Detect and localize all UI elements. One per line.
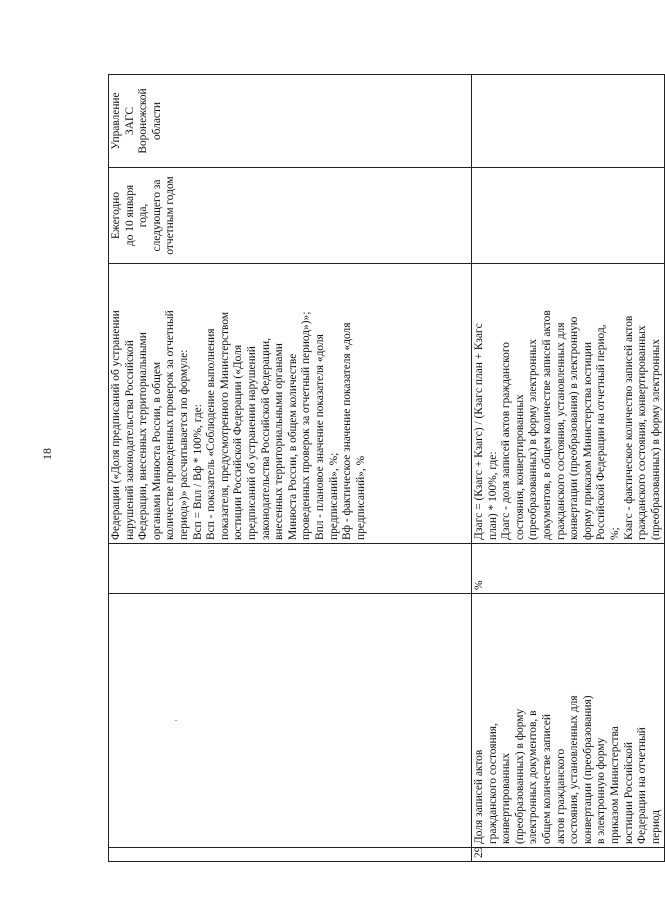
method-line: законодательства Российской Федерации, bbox=[259, 338, 272, 540]
method-line: предписаний», % bbox=[354, 455, 367, 540]
responsible-line: области bbox=[150, 101, 163, 141]
number-cell bbox=[109, 848, 472, 862]
indicator-name-cell: · bbox=[109, 594, 472, 848]
method-line: Вcп - показатель «Соблюдение выполнения bbox=[205, 328, 218, 540]
name-line: общем количестве записей bbox=[540, 714, 553, 844]
method-line: (преобразованных) в форму электронных bbox=[527, 339, 540, 540]
method-line: Федерации, внесенных территориальными bbox=[137, 332, 150, 540]
unit-cell bbox=[109, 544, 472, 594]
unit-cell: % bbox=[472, 544, 665, 594]
name-line: (преобразованных) в форму bbox=[513, 708, 526, 844]
method-line: план) * 100%, где: bbox=[486, 451, 499, 540]
method-line: внесенных территориальными органами bbox=[273, 343, 286, 540]
method-line: состояния, конвертированных bbox=[513, 394, 526, 540]
deadline-cell bbox=[472, 168, 665, 264]
name-line: Федерации на отчетный bbox=[636, 727, 649, 844]
method-line: %; bbox=[608, 527, 621, 540]
name-line: приказом Министерства bbox=[608, 726, 621, 844]
method-line: гражданского состояния, конвертированных bbox=[636, 325, 649, 540]
method-line: Федерации («Доля предписаний об устранении bbox=[110, 310, 122, 540]
method-line: Впл - плановое значение показателя «доля bbox=[313, 334, 326, 540]
name-line: электронных документов, в bbox=[527, 710, 540, 844]
name-line: юстиции Российской bbox=[622, 742, 635, 844]
method-line: конвертации (преобразования) в электронную bbox=[568, 316, 581, 540]
deadline-cell bbox=[109, 168, 472, 264]
name-line: в электронную форму bbox=[595, 737, 608, 844]
name-line: гражданского состояния, bbox=[486, 723, 499, 844]
deadline-line: следующего за bbox=[150, 179, 163, 252]
responsible-line: Воронежской bbox=[137, 88, 150, 154]
indicator-name-cell bbox=[472, 594, 665, 848]
responsible-cell bbox=[472, 75, 665, 168]
name-line: актов гражданского bbox=[554, 748, 567, 844]
name-line: конвертации (преобразования) bbox=[581, 695, 594, 844]
name-line: период bbox=[649, 809, 662, 844]
method-line: Вcп = Впл / Вф * 100%, где: bbox=[191, 404, 204, 540]
name-line: конвертированных bbox=[500, 753, 513, 844]
responsible-line: ЗАГС bbox=[123, 107, 136, 135]
method-line: (преобразованных) в форму электронных bbox=[649, 339, 662, 540]
method-line: период»)» рассчитывается по формуле: bbox=[177, 349, 190, 540]
method-line: Минюста России, в общем количестве bbox=[286, 353, 299, 540]
name-line: состояния, установленных для bbox=[568, 695, 581, 844]
method-line: Вф - фактическое значение показателя «доля bbox=[341, 322, 354, 540]
method-line: документов, в общем количестве записей актов bbox=[540, 310, 553, 540]
responsible-line: Управление bbox=[110, 92, 122, 150]
deadline-line: Ежегодно bbox=[110, 191, 122, 240]
indicators-table bbox=[108, 74, 665, 862]
method-line: Дзагс - доля записей актов гражданского bbox=[500, 342, 513, 540]
method-line: Российской Федерации на отчетный период, bbox=[595, 324, 608, 540]
name-line: Доля записей актов bbox=[473, 749, 485, 844]
table-row bbox=[109, 75, 472, 862]
page-number: 18 bbox=[40, 448, 54, 460]
deadline-line: года, bbox=[137, 203, 150, 228]
method-line: юстиции Российской Федерации («Доля bbox=[232, 344, 245, 540]
rotated-table-frame bbox=[108, 75, 662, 862]
method-line: Дзагс = (Кзагс + Кзагс) / (Кзагс план + Кзагс bbox=[473, 323, 485, 540]
number-cell: 29 bbox=[472, 848, 665, 862]
method-line: форму приказом Министерства юстиции bbox=[581, 342, 594, 540]
calculation-method-cell bbox=[472, 264, 665, 544]
method-line: показателя, предусмотренного Министерством bbox=[218, 311, 231, 540]
deadline-line: до 10 января bbox=[123, 184, 136, 247]
deadline-line: отчетным годом bbox=[164, 176, 177, 255]
method-line: гражданского состояния, установленных для bbox=[554, 322, 567, 540]
method-line: предписаний», %; bbox=[327, 452, 340, 540]
table-row bbox=[472, 75, 665, 862]
method-line: Кзагс - фактическое количество записей актов bbox=[622, 315, 635, 540]
calculation-method-cell bbox=[109, 264, 472, 544]
responsible-cell bbox=[109, 75, 472, 168]
method-line: проведенных проверок за отчетный период»)»; bbox=[300, 311, 313, 540]
method-line: нарушений законодательства Российской bbox=[123, 340, 136, 540]
method-line: органами Минюста России, в общем bbox=[150, 361, 163, 540]
method-line: количестве проведенных проверок за отчетный bbox=[164, 310, 177, 540]
method-line: предписаний об устранении нарушений bbox=[245, 346, 258, 540]
